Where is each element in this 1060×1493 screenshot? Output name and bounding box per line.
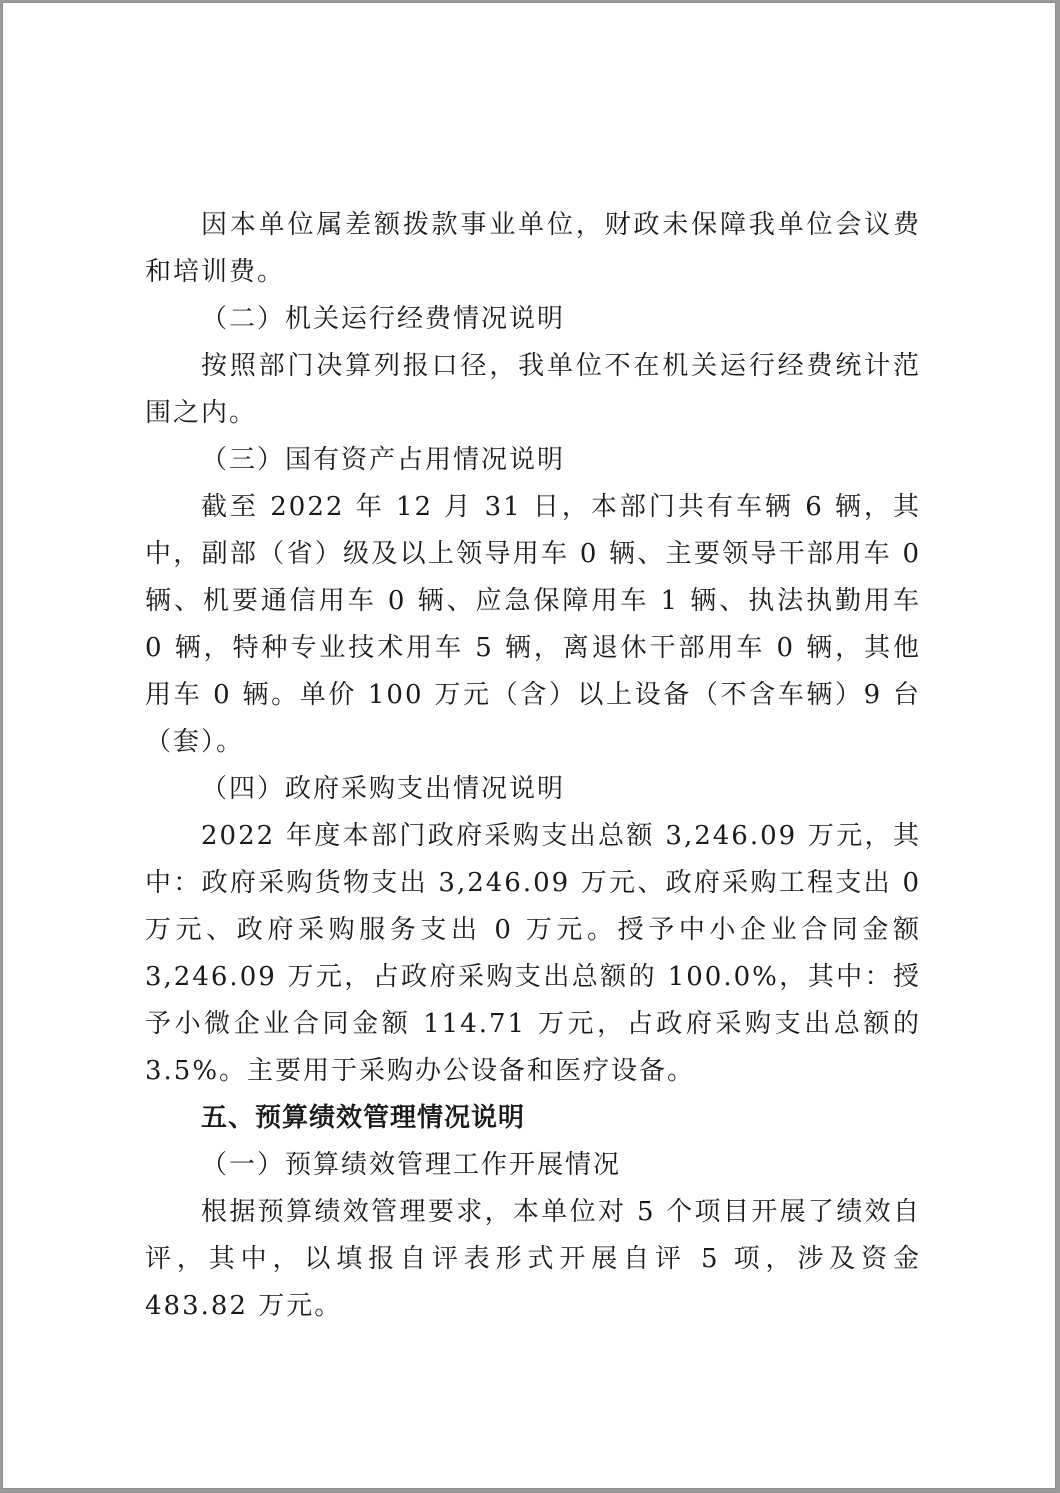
procurement-paragraph: 2022 年度本部门政府采购支出总额 3,246.09 万元，其中：政府采购货物支出 3,246.09 万元、政府采购工程支出 0 万元、政府采购服务支出 0 万元。授予中小企业合同金额 3,246.09 万元，占政府采购支出总额的 100.0%，其中：授予小微企业合同金额 114.71 万元，占政府采购支出总额的 3.5%。主要用于采购办公设备和医疗设备。 (145, 821, 921, 1086)
operating-funds-paragraph: 按照部门决算列报口径，我单位不在机关运行经费统计范围之内。 (145, 351, 921, 428)
state-assets-paragraph: 截至 2022 年 12 月 31 日，本部门共有车辆 6 辆，其中，副部（省）级及以上领导用车 0 辆、主要领导干部用车 0 辆、机要通信用车 0 辆、应急保障用车 1 辆、执法执勤用车 0 辆，特种专业技术用车 5 辆，离退休干部用车 0 辆，其他用车 0 辆。单价 100 万元（含）以上设备（不含车辆）9 台（套）。 (145, 492, 921, 757)
section-procurement-heading: （四）政府采购支出情况说明 (201, 774, 566, 804)
section-state-assets-heading: （三）国有资产占用情况说明 (201, 445, 566, 475)
section-performance-heading: 五、预算绩效管理情况说明 (201, 1103, 526, 1133)
document-body (145, 202, 921, 1330)
performance-work-paragraph: 根据预算绩效管理要求，本单位对 5 个项目开展了绩效自评，其中，以填报自评表形式开展自评 5 项，涉及资金 483.82 万元。 (145, 1197, 921, 1321)
training-fee-paragraph: 因本单位属差额拨款事业单位，财政未保障我单位会议费和培训费。 (145, 210, 921, 287)
document-page (2, 2, 1056, 1489)
section-performance-work-heading: （一）预算绩效管理工作开展情况 (201, 1150, 622, 1180)
section-operating-funds-heading: （二）机关运行经费情况说明 (201, 304, 566, 334)
